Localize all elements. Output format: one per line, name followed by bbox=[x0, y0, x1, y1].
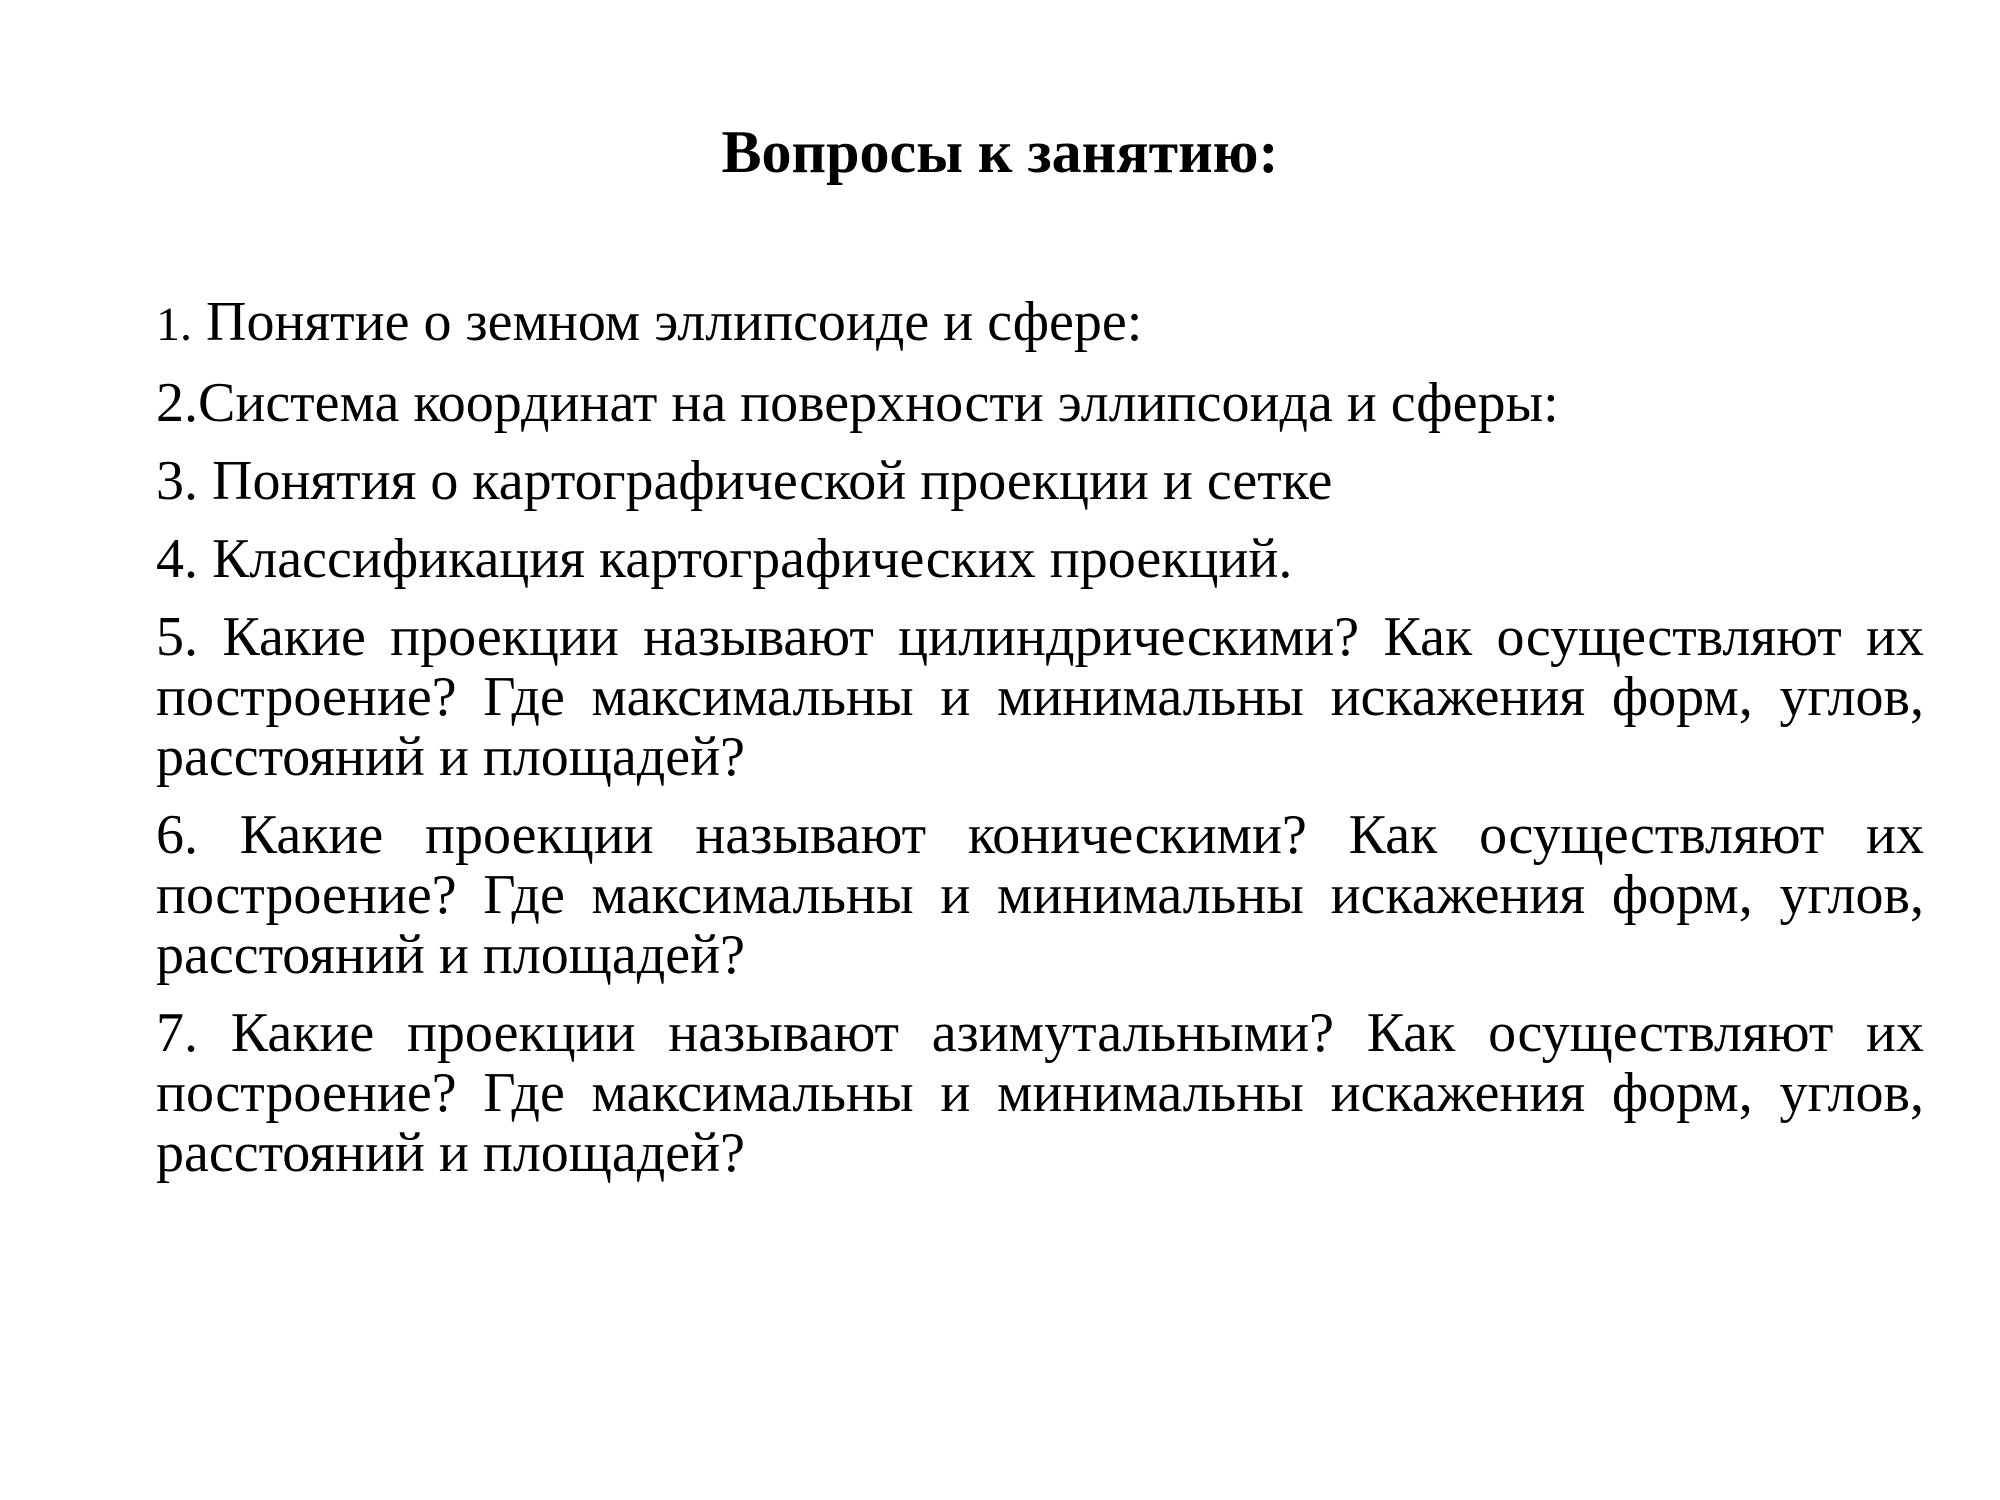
question-text: Какие проекции называют азимутальными? Как осуществляют их построение? Где максимальны и минимальны искажения форм, углов, расстояний и площадей? bbox=[156, 1002, 1924, 1184]
slide-title: Вопросы к занятию: bbox=[721, 119, 1279, 185]
question-item-5 bbox=[156, 607, 1924, 787]
question-item-1 bbox=[156, 292, 1924, 355]
question-text: Понятия о картографической проекции и сетке bbox=[198, 450, 1333, 512]
question-text: Понятие о земном эллипсоиде и сфере: bbox=[192, 291, 1143, 353]
question-text: Классификация картографических проекций. bbox=[198, 528, 1293, 590]
question-text: Какие проекции называют цилиндрическими? Как осуществляют их построение? Где максимальны и минимальны искажения форм, углов, расстояний и площадей? bbox=[156, 606, 1924, 788]
question-item-4 bbox=[156, 529, 1924, 589]
question-number: 7. bbox=[156, 1002, 198, 1064]
question-item-7 bbox=[156, 1003, 1924, 1183]
question-item-6 bbox=[156, 805, 1924, 985]
question-number: 4. bbox=[156, 528, 198, 590]
question-text: Какие проекции называют коническими? Как осуществляют их построение? Где максимальны и минимальны искажения форм, углов, расстояний и площадей? bbox=[156, 804, 1924, 986]
question-text: Система координат на поверхности эллипсоида и сферы: bbox=[198, 372, 1559, 434]
question-number: 2. bbox=[156, 372, 198, 434]
question-number: 5. bbox=[156, 606, 198, 668]
question-number: 1. bbox=[156, 298, 192, 351]
question-number: 6. bbox=[156, 804, 198, 866]
question-item-3 bbox=[156, 451, 1924, 511]
question-number: 3. bbox=[156, 450, 198, 512]
question-item-2 bbox=[156, 373, 1924, 433]
question-list bbox=[156, 292, 1924, 1201]
